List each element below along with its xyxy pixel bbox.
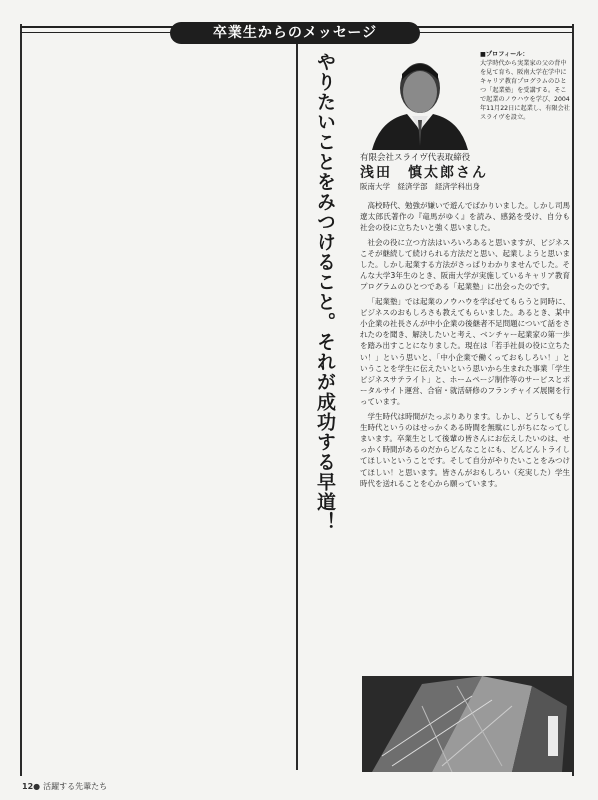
profile-text: 大学時代から実業家の父の背中を見て育ち、阪南大学在学中にキャリア教育プログラムのひとつ「起業塾」を受講する。そこで起業のノウハウを学び、2004年11月22日に起業し、有限会社スライヴを設立。 xyxy=(480,60,570,121)
body-paragraph: 学生時代は時間がたっぷりあります。しかし、どうしても学生時代というのはせっかくある時間を無駄にしがちになってしまいます。卒業生として後輩の皆さんにお伝えしたいのは、せっかく時間があるのだからどんなことにも、どんどんトライしてほしいということです。そして自分がやりたいことをみつけてほしい！と思います。皆さんがおもしろい（充実した）学生時代を送れることを心から願っています。 xyxy=(360,411,570,488)
vertical-headline: やりたいことをみつけること。それが成功する早道！ xyxy=(314,52,336,532)
building-photo xyxy=(362,676,574,772)
page-number: 12● xyxy=(22,782,41,791)
frame-right-border xyxy=(572,24,574,776)
education-line: 阪南大学 経済学部 経済学科出身 xyxy=(360,182,480,191)
person-name: 浅田 慎太郎さん xyxy=(360,165,488,181)
frame-left-border xyxy=(20,24,22,776)
article-body xyxy=(360,200,570,670)
company-title: 有限会社スライヴ代表取締役 xyxy=(360,153,471,163)
person-info xyxy=(360,153,570,197)
body-paragraph: 社会の役に立つ方法はいろいろあると思いますが、ビジネスこそが継続して続けられる方法だと思い、起業しようと思いました。しかし起業する方法がさっぱりわかりませんでした。そんな大学3年生のとき、阪南大学が実施しているキャリア教育プログラムのひとつである「起業塾」に出会ったのです。 xyxy=(360,237,570,292)
header-band xyxy=(20,20,573,46)
profile-heading: ■プロフィール： xyxy=(480,51,529,58)
body-paragraph: 「起業塾」では起業のノウハウを学ばせてもらうと同時に、ビジネスのおもしろさも教えてもらいました。あるとき、某中小企業の社長さんが中小企業の後継者不足問題について話をされたのを聞き、解決したいと考え、ベンチャー起業家の第一歩を踏み出すことになりました。現在は「若手社員の役に立ちたい！」という思いと、「中小企業で働くっておもしろい！」ということを学生に伝えたいという思いから生まれた事業「学生ビジネスサテライト」と、ホームページ制作等のサービスとポータルサイト運営、合宿・就活研修のフランチャイズ展開を行っています。 xyxy=(360,296,570,407)
column-divider xyxy=(296,40,298,770)
footer-label: 活躍する先輩たち xyxy=(43,782,108,791)
profile-box xyxy=(480,50,570,150)
portrait-photo xyxy=(362,50,478,150)
body-paragraph: 高校時代、勉強が嫌いで遊んでばかりいました。しかし司馬遼太郎氏著作の『竜馬がゆく』を読み、感銘を受け、自分も社会の役に立ちたいと強く思いました。 xyxy=(360,201,570,233)
section-title: 卒業生からのメッセージ xyxy=(170,22,420,44)
page-footer xyxy=(22,780,322,794)
